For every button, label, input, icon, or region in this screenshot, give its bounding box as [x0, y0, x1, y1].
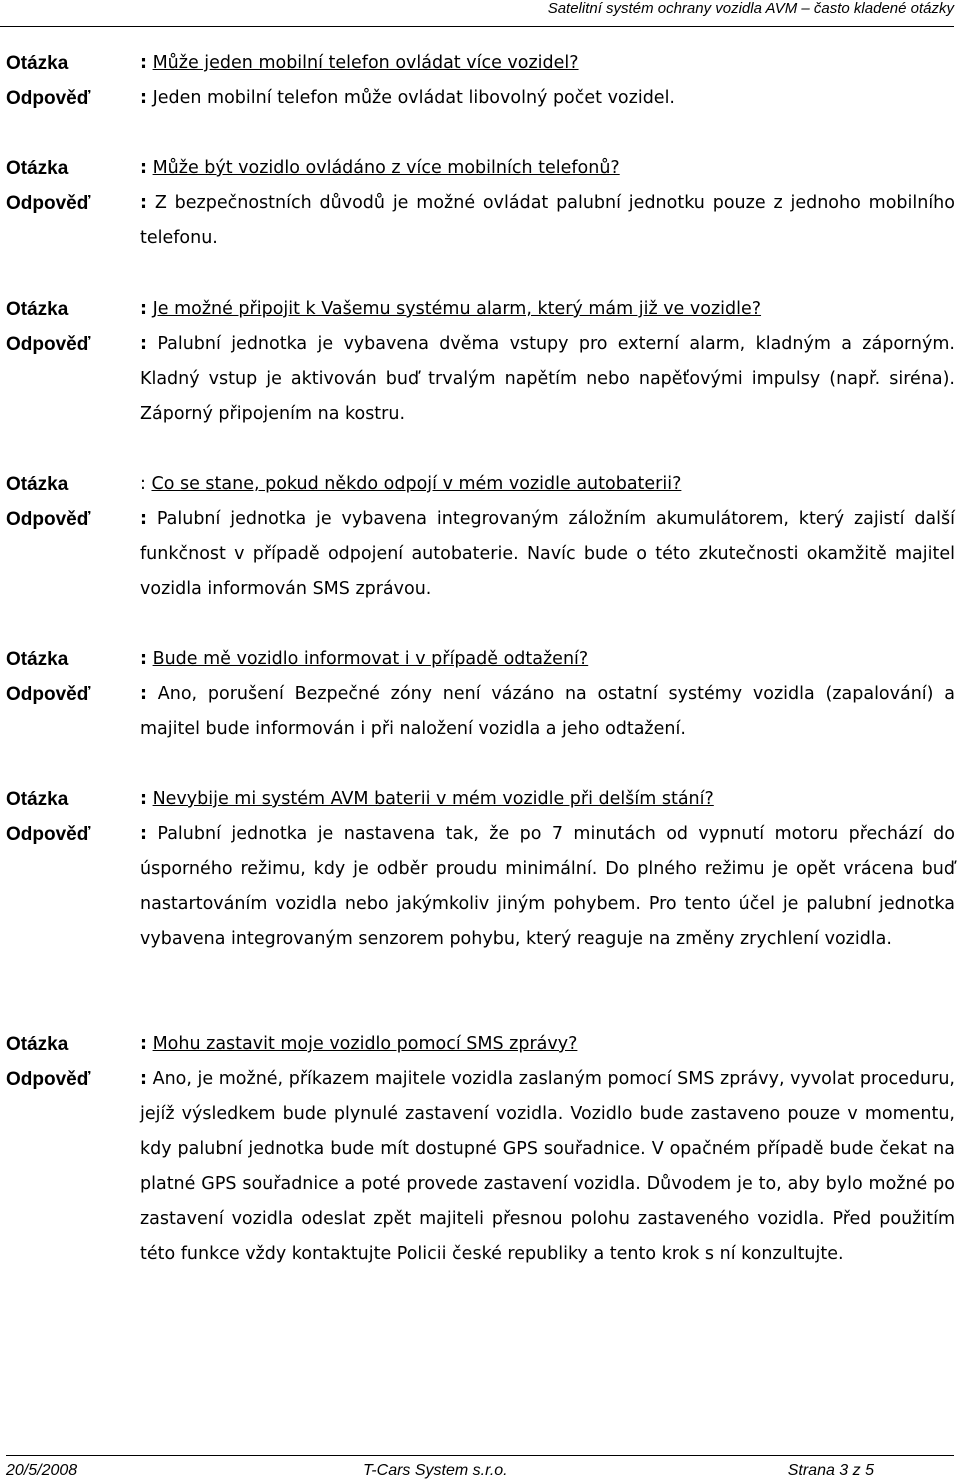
- colon: :: [140, 684, 147, 704]
- colon: :: [140, 193, 147, 213]
- answer-text: Jeden mobilní telefon může ovládat libovolný počet vozidel.: [152, 88, 675, 108]
- colon: :: [140, 509, 147, 529]
- faq-item: [0, 782, 960, 957]
- footer-date: 20/5/2008: [6, 1462, 78, 1479]
- page-footer: [6, 1455, 954, 1482]
- question-label: Otázka: [6, 299, 69, 320]
- answer-text: Z bezpečnostních důvodů je možné ovládat palubní jednotku pouze z jednoho mobilního telefonu.: [140, 193, 955, 248]
- page-header: [0, 0, 954, 27]
- colon: :: [140, 334, 147, 354]
- colon: :: [140, 299, 147, 319]
- colon: :: [140, 474, 146, 494]
- faq-item: [0, 46, 960, 116]
- colon: :: [140, 1069, 147, 1089]
- answer-text: Palubní jednotka je vybavena dvěma vstupy pro externí alarm, kladným a záporným. Kladný vstup je aktivován buď trvalým napětím nebo napěťovými impulsy (např. siréna). Záporný připojením na kostru.: [140, 334, 955, 424]
- question-text: Bude mě vozidlo informovat i v případě odtažení?: [152, 649, 589, 669]
- faq-item: [0, 642, 960, 747]
- colon: :: [140, 158, 147, 178]
- colon: :: [140, 649, 147, 669]
- faq-item: [0, 292, 960, 432]
- answer-label: Odpověď: [6, 509, 91, 530]
- question-label: Otázka: [6, 1034, 69, 1055]
- answer-label: Odpověď: [6, 1069, 91, 1090]
- footer-page-number: Strana 3 z 5: [787, 1462, 874, 1479]
- question-label: Otázka: [6, 789, 69, 810]
- question-text: Může být vozidlo ovládáno z více mobilních telefonů?: [152, 158, 620, 178]
- question-label: Otázka: [6, 158, 69, 179]
- question-text: Může jeden mobilní telefon ovládat více vozidel?: [152, 53, 579, 73]
- answer-text: Ano, je možné, příkazem majitele vozidla zaslaným pomocí SMS zprávy, vyvolat proceduru, jejíž výsledkem bude plynulé zastavení vozidla. Vozidlo bude zastaveno pouze v momentu, kdy palubní jednotka bude mít dostupné GPS souřadnice. V opačném případě bude čekat na platné GPS souřadnice a poté provede zastavení vozidla. Důvodem je to, aby bylo možné po zastavení vozidla odeslat zpět majiteli přesnou polohu zastaveného vozidla. Před použitím této funkce vždy kontaktujte Policii české republiky a tento krok s ní konzultujte.: [140, 1069, 955, 1264]
- faq-item: [0, 1027, 960, 1272]
- question-text: Nevybije mi systém AVM baterii v mém vozidle při delším stání?: [152, 789, 714, 809]
- answer-label: Odpověď: [6, 334, 91, 355]
- colon: :: [140, 824, 147, 844]
- question-text: Mohu zastavit moje vozidlo pomocí SMS zprávy?: [152, 1034, 578, 1054]
- question-text: Je možné připojit k Vašemu systému alarm, který mám již ve vozidle?: [152, 299, 762, 319]
- header-title: Satelitní systém ochrany vozidla AVM – často kladené otázky: [547, 0, 954, 17]
- question-label: Otázka: [6, 53, 69, 74]
- answer-label: Odpověď: [6, 824, 91, 845]
- answer-label: Odpověď: [6, 193, 91, 214]
- faq-item: [0, 151, 960, 256]
- answer-label: Odpověď: [6, 684, 91, 705]
- colon: :: [140, 88, 147, 108]
- faq-item: [0, 467, 960, 607]
- colon: :: [140, 1034, 147, 1054]
- answer-text: Palubní jednotka je nastavena tak, že po 7 minutách od vypnutí motoru přechází do úsporného režimu, kdy je odběr proudu minimální. Do plného režimu je opět vrácena buď nastartováním vozidla nebo jakýmkoliv jiným pohybem. Pro tento účel je palubní jednotka vybavena integrovaným senzorem pohybu, který reaguje na změny zrychlení vozidla.: [140, 824, 955, 949]
- question-label: Otázka: [6, 474, 69, 495]
- question-label: Otázka: [6, 649, 69, 670]
- answer-text: Palubní jednotka je vybavena integrovaným záložním akumulátorem, který zajistí další funkčnost v případě odpojení autobaterie. Navíc bude o této zkutečnosti okamžitě majitel vozidla informován SMS zprávou.: [140, 509, 955, 599]
- question-text: Co se stane, pokud někdo odpojí v mém vozidle autobaterii?: [151, 474, 682, 494]
- colon: :: [140, 789, 147, 809]
- answer-text: Ano, porušení Bezpečné zóny není vázáno na ostatní systémy vozidla (zapalování) a majitel bude informován i při naložení vozidla a jeho odtažení.: [140, 684, 955, 739]
- footer-company: T-Cars System s.r.o.: [363, 1462, 508, 1479]
- colon: :: [140, 53, 147, 73]
- answer-label: Odpověď: [6, 88, 91, 109]
